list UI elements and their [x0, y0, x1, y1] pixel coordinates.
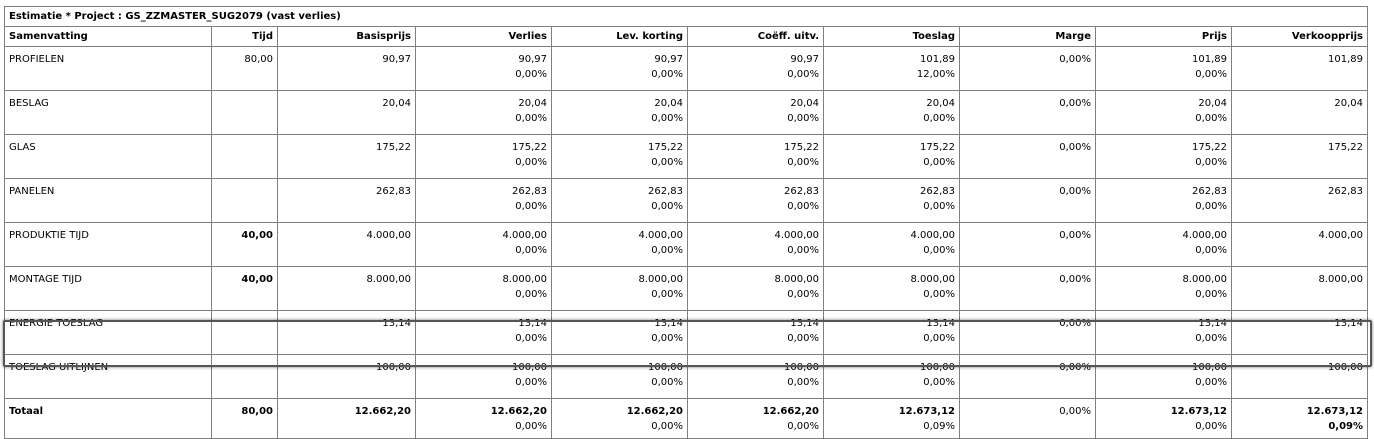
toeslag-value: 100,00	[920, 362, 955, 373]
verlies-value: 8.000,00	[502, 274, 547, 285]
table-row[interactable]	[5, 135, 1368, 179]
total-basisprijs: 12.662,20	[354, 406, 411, 417]
toeslag-percent: 0,00%	[923, 333, 955, 344]
toeslag-percent: 0,00%	[923, 113, 955, 124]
table-row[interactable]	[5, 91, 1368, 135]
basisprijs-value: 20,04	[382, 98, 411, 109]
row-label: GLAS	[9, 142, 36, 153]
total-verkoopprijs-percent: 0,09%	[1328, 421, 1364, 432]
marge-percent: 0,00%	[1059, 362, 1091, 373]
toeslag-percent: 0,00%	[923, 377, 955, 388]
prijs-value: 20,04	[1198, 98, 1227, 109]
verlies-percent: 0,00%	[515, 113, 547, 124]
total-prijs-percent: 0,00%	[1195, 421, 1227, 432]
col-header-tijd: Tijd	[212, 27, 278, 47]
header-row	[5, 27, 1368, 47]
total-row	[5, 399, 1368, 439]
report-title: Estimatie * Project : GS_ZZMASTER_SUG2079 (vast verlies)	[5, 7, 1368, 27]
verkoopprijs-value: 8.000,00	[1318, 274, 1364, 285]
total-marge-percent: 0,00%	[1059, 406, 1091, 417]
verlies-percent: 0,00%	[515, 245, 547, 256]
verkoopprijs-value: 101,89	[1328, 54, 1364, 65]
verkoopprijs-value: 262,83	[1328, 186, 1364, 197]
verlies-value: 175,22	[512, 142, 547, 153]
coeff-percent: 0,00%	[787, 377, 819, 388]
prijs-percent: 0,00%	[1195, 157, 1227, 168]
table-body	[5, 47, 1368, 439]
toeslag-percent: 0,00%	[923, 245, 955, 256]
verkoopprijs-value: 175,22	[1328, 142, 1364, 153]
col-header-marge: Marge	[960, 27, 1096, 47]
coeff-percent: 0,00%	[787, 69, 819, 80]
total-coeff: 12.662,20	[762, 406, 819, 417]
verkoopprijs-value: 4.000,00	[1318, 230, 1364, 241]
table-row[interactable]	[5, 267, 1368, 311]
row-label: TOESLAG UITLIJNEN	[9, 362, 109, 373]
tijd-value: 80,00	[244, 54, 273, 65]
marge-percent: 0,00%	[1059, 142, 1091, 153]
coeff-value: 262,83	[784, 186, 819, 197]
verlies-value: 13,14	[518, 318, 547, 329]
toeslag-value: 4.000,00	[910, 230, 955, 241]
korting-percent: 0,00%	[651, 113, 683, 124]
col-header-lev-korting: Lev. korting	[552, 27, 688, 47]
prijs-value: 175,22	[1192, 142, 1227, 153]
total-toeslag-percent: 0,09%	[923, 421, 955, 432]
korting-value: 8.000,00	[638, 274, 683, 285]
korting-percent: 0,00%	[651, 377, 683, 388]
table-row[interactable]	[5, 311, 1368, 355]
col-header-prijs: Prijs	[1096, 27, 1232, 47]
col-header-verkoopprijs: Verkoopprijs	[1232, 27, 1368, 47]
basisprijs-value: 4.000,00	[366, 230, 411, 241]
row-label: PANELEN	[9, 186, 55, 197]
total-toeslag: 12.673,12	[898, 406, 955, 417]
verlies-percent: 0,00%	[515, 289, 547, 300]
estimate-report	[4, 6, 1367, 439]
coeff-value: 4.000,00	[774, 230, 819, 241]
col-header-samenvatting: Samenvatting	[5, 27, 212, 47]
korting-value: 13,14	[654, 318, 683, 329]
total-coeff-percent: 0,00%	[787, 421, 819, 432]
row-label: BESLAG	[9, 98, 49, 109]
basisprijs-value: 90,97	[382, 54, 411, 65]
total-korting-percent: 0,00%	[651, 421, 683, 432]
row-label: ENERGIE TOESLAG	[9, 318, 104, 329]
verlies-percent: 0,00%	[515, 333, 547, 344]
korting-value: 4.000,00	[638, 230, 683, 241]
estimate-table	[4, 6, 1368, 439]
prijs-percent: 0,00%	[1195, 333, 1227, 344]
prijs-percent: 0,00%	[1195, 377, 1227, 388]
coeff-percent: 0,00%	[787, 113, 819, 124]
table-row[interactable]	[5, 179, 1368, 223]
verlies-value: 262,83	[512, 186, 547, 197]
toeslag-percent: 0,00%	[923, 289, 955, 300]
basisprijs-value: 175,22	[376, 142, 411, 153]
prijs-percent: 0,00%	[1195, 245, 1227, 256]
toeslag-percent: 0,00%	[923, 157, 955, 168]
prijs-value: 4.000,00	[1182, 230, 1227, 241]
coeff-value: 175,22	[784, 142, 819, 153]
table-row[interactable]	[5, 47, 1368, 91]
korting-value: 262,83	[648, 186, 683, 197]
verkoopprijs-value: 13,14	[1334, 318, 1364, 329]
col-header-coeff-uitv: Coëff. uitv.	[688, 27, 824, 47]
col-header-toeslag: Toeslag	[824, 27, 960, 47]
marge-percent: 0,00%	[1059, 186, 1091, 197]
toeslag-value: 101,89	[920, 54, 955, 65]
korting-percent: 0,00%	[651, 69, 683, 80]
toeslag-value: 262,83	[920, 186, 955, 197]
prijs-percent: 0,00%	[1195, 69, 1227, 80]
korting-percent: 0,00%	[651, 289, 683, 300]
basisprijs-value: 8.000,00	[366, 274, 411, 285]
coeff-value: 13,14	[790, 318, 819, 329]
toeslag-value: 175,22	[920, 142, 955, 153]
korting-percent: 0,00%	[651, 201, 683, 212]
col-header-basisprijs: Basisprijs	[278, 27, 416, 47]
prijs-percent: 0,00%	[1195, 113, 1227, 124]
total-verkoopprijs: 12.673,12	[1306, 406, 1364, 417]
toeslag-percent: 12,00%	[916, 69, 955, 80]
col-header-verlies: Verlies	[416, 27, 552, 47]
verlies-percent: 0,00%	[515, 201, 547, 212]
prijs-value: 8.000,00	[1182, 274, 1227, 285]
total-verlies: 12.662,20	[490, 406, 547, 417]
verlies-value: 4.000,00	[502, 230, 547, 241]
coeff-percent: 0,00%	[787, 289, 819, 300]
coeff-percent: 0,00%	[787, 245, 819, 256]
toeslag-value: 20,04	[926, 98, 955, 109]
korting-value: 20,04	[654, 98, 683, 109]
row-label: PRODUKTIE TIJD	[9, 230, 89, 241]
korting-percent: 0,00%	[651, 333, 683, 344]
korting-value: 100,00	[648, 362, 683, 373]
total-tijd: 80,00	[241, 406, 273, 417]
verlies-value: 100,00	[512, 362, 547, 373]
verlies-percent: 0,00%	[515, 157, 547, 168]
coeff-value: 8.000,00	[774, 274, 819, 285]
korting-percent: 0,00%	[651, 157, 683, 168]
korting-value: 175,22	[648, 142, 683, 153]
coeff-percent: 0,00%	[787, 157, 819, 168]
basisprijs-value: 13,14	[382, 318, 411, 329]
verkoopprijs-value: 100,00	[1328, 362, 1364, 373]
coeff-value: 20,04	[790, 98, 819, 109]
total-prijs: 12.673,12	[1170, 406, 1227, 417]
verlies-value: 20,04	[518, 98, 547, 109]
marge-percent: 0,00%	[1059, 98, 1091, 109]
table-row-selected[interactable]	[5, 355, 1368, 399]
verkoopprijs-value: 20,04	[1334, 98, 1364, 109]
prijs-value: 100,00	[1192, 362, 1227, 373]
verlies-value: 90,97	[518, 54, 547, 65]
marge-percent: 0,00%	[1059, 230, 1091, 241]
tijd-value: 40,00	[241, 230, 273, 241]
row-label: MONTAGE TIJD	[9, 274, 82, 285]
prijs-percent: 0,00%	[1195, 201, 1227, 212]
coeff-percent: 0,00%	[787, 333, 819, 344]
verlies-percent: 0,00%	[515, 69, 547, 80]
prijs-percent: 0,00%	[1195, 289, 1227, 300]
prijs-value: 262,83	[1192, 186, 1227, 197]
total-label: Totaal	[9, 406, 44, 417]
coeff-value: 90,97	[790, 54, 819, 65]
toeslag-value: 8.000,00	[910, 274, 955, 285]
marge-percent: 0,00%	[1059, 274, 1091, 285]
coeff-value: 100,00	[784, 362, 819, 373]
basisprijs-value: 100,00	[376, 362, 411, 373]
korting-percent: 0,00%	[651, 245, 683, 256]
tijd-value: 40,00	[241, 274, 273, 285]
verlies-percent: 0,00%	[515, 377, 547, 388]
marge-percent: 0,00%	[1059, 54, 1091, 65]
prijs-value: 101,89	[1192, 54, 1227, 65]
table-row[interactable]	[5, 223, 1368, 267]
korting-value: 90,97	[654, 54, 683, 65]
coeff-percent: 0,00%	[787, 201, 819, 212]
toeslag-value: 13,14	[926, 318, 955, 329]
total-verlies-percent: 0,00%	[515, 421, 547, 432]
marge-percent: 0,00%	[1059, 318, 1091, 329]
total-korting: 12.662,20	[626, 406, 683, 417]
toeslag-percent: 0,00%	[923, 201, 955, 212]
row-label: PROFIELEN	[9, 54, 65, 65]
basisprijs-value: 262,83	[376, 186, 411, 197]
prijs-value: 13,14	[1198, 318, 1227, 329]
